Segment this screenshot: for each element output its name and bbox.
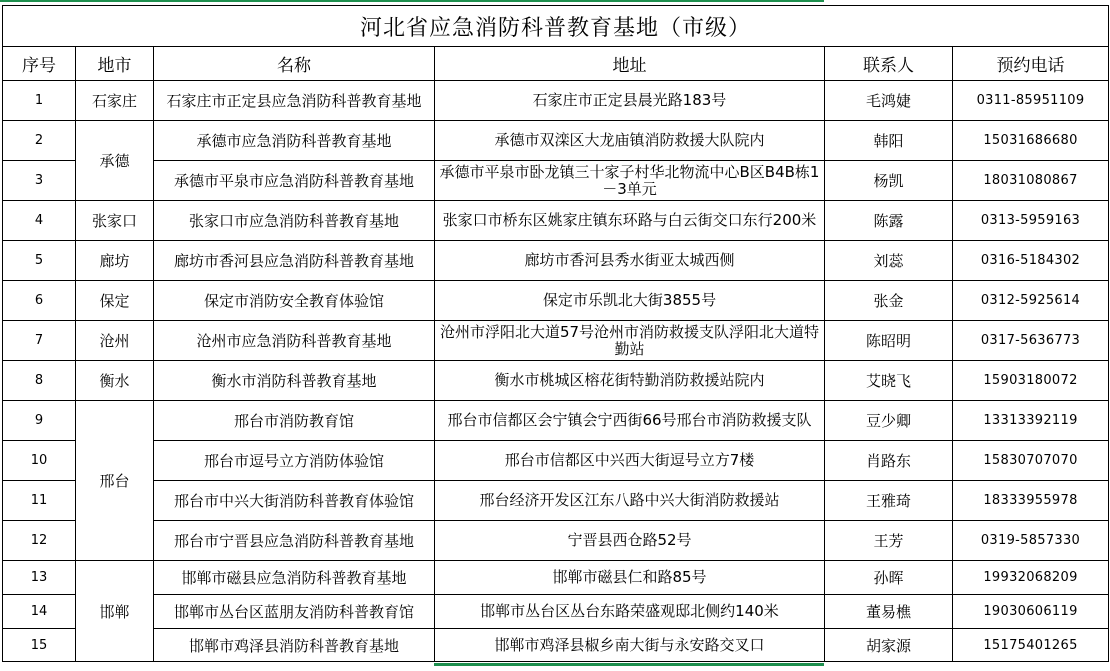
cell-name[interactable]: 廊坊市香河县应急消防科普教育基地 <box>154 241 435 281</box>
cell-address[interactable]: 石家庄市正定县晨光路183号 <box>435 81 825 121</box>
table-row <box>3 521 1109 561</box>
cell-index[interactable]: 13 <box>3 561 76 595</box>
schedule-table <box>2 5 1109 662</box>
cell-phone[interactable]: 0313-5959163 <box>953 201 1109 241</box>
cell-address[interactable]: 廊坊市香河县秀水街亚太城西侧 <box>435 241 825 281</box>
cell-phone[interactable]: 0317-5636773 <box>953 321 1109 361</box>
cell-phone[interactable]: 15830707070 <box>953 441 1109 481</box>
cell-contact[interactable]: 豆少卿 <box>825 401 953 441</box>
header-index[interactable]: 序号 <box>3 47 76 81</box>
cell-index[interactable]: 14 <box>3 595 76 629</box>
cell-address[interactable]: 邯郸市磁县仁和路85号 <box>435 561 825 595</box>
cell-phone[interactable]: 19030606119 <box>953 595 1109 629</box>
cell-index[interactable]: 1 <box>3 81 76 121</box>
table-title[interactable]: 河北省应急消防科普教育基地（市级） <box>3 6 1109 47</box>
cell-index[interactable]: 3 <box>3 161 76 201</box>
table-row <box>3 281 1109 321</box>
cell-index[interactable]: 2 <box>3 121 76 161</box>
header-phone[interactable]: 预约电话 <box>953 47 1109 81</box>
table-row <box>3 161 1109 201</box>
cell-contact[interactable]: 王雅琦 <box>825 481 953 521</box>
cell-address[interactable]: 衡水市桃城区榕花街特勤消防救援站院内 <box>435 361 825 401</box>
cell-contact[interactable]: 韩阳 <box>825 121 953 161</box>
table-row <box>3 441 1109 481</box>
cell-city[interactable]: 衡水 <box>76 361 154 401</box>
cell-contact[interactable]: 张金 <box>825 281 953 321</box>
cell-city[interactable]: 张家口 <box>76 201 154 241</box>
cell-name[interactable]: 保定市消防安全教育体验馆 <box>154 281 435 321</box>
cell-city[interactable]: 廊坊 <box>76 241 154 281</box>
cell-selection-border <box>434 663 824 666</box>
cell-name[interactable]: 邯郸市丛台区蓝朋友消防科普教育馆 <box>154 595 435 629</box>
cell-name[interactable]: 衡水市消防科普教育基地 <box>154 361 435 401</box>
cell-city[interactable]: 沧州 <box>76 321 154 361</box>
cell-contact[interactable]: 陈昭明 <box>825 321 953 361</box>
cell-contact[interactable]: 陈露 <box>825 201 953 241</box>
header-address[interactable]: 地址 <box>435 47 825 81</box>
table-row <box>3 201 1109 241</box>
cell-city[interactable]: 石家庄 <box>76 81 154 121</box>
table-row <box>3 321 1109 361</box>
header-row <box>3 47 1109 81</box>
cell-address[interactable]: 张家口市桥东区姚家庄镇东环路与白云街交口东行200米 <box>435 201 825 241</box>
cell-phone[interactable]: 13313392119 <box>953 401 1109 441</box>
cell-name[interactable]: 承德市应急消防科普教育基地 <box>154 121 435 161</box>
cell-name[interactable]: 沧州市应急消防科普教育基地 <box>154 321 435 361</box>
cell-address[interactable]: 承德市双滦区大龙庙镇消防救援大队院内 <box>435 121 825 161</box>
cell-phone[interactable]: 18333955978 <box>953 481 1109 521</box>
cell-index[interactable]: 12 <box>3 521 76 561</box>
cell-address[interactable]: 邢台市信都区会宁镇会宁西街66号邢台市消防救援支队 <box>435 401 825 441</box>
cell-address[interactable]: 宁晋县西仓路52号 <box>435 521 825 561</box>
cell-index[interactable]: 10 <box>3 441 76 481</box>
cell-contact[interactable]: 艾晓飞 <box>825 361 953 401</box>
cell-index[interactable]: 7 <box>3 321 76 361</box>
cell-name[interactable]: 邢台市宁晋县应急消防科普教育基地 <box>154 521 435 561</box>
header-contact[interactable]: 联系人 <box>825 47 953 81</box>
cell-address[interactable]: 邯郸市丛台区丛台东路荣盛观邸北侧约140米 <box>435 595 825 629</box>
cell-index[interactable]: 4 <box>3 201 76 241</box>
cell-phone[interactable]: 15903180072 <box>953 361 1109 401</box>
cell-index[interactable]: 9 <box>3 401 76 441</box>
table-row <box>3 81 1109 121</box>
cell-phone[interactable]: 0316-5184302 <box>953 241 1109 281</box>
cell-name[interactable]: 张家口市应急消防科普教育基地 <box>154 201 435 241</box>
cell-contact[interactable]: 胡家源 <box>825 629 953 662</box>
cell-name[interactable]: 邢台市消防教育馆 <box>154 401 435 441</box>
cell-address[interactable]: 邢台经济开发区江东八路中兴大街消防救援站 <box>435 481 825 521</box>
cell-city[interactable]: 邢台 <box>76 401 154 561</box>
table-row <box>3 481 1109 521</box>
cell-index[interactable]: 15 <box>3 629 76 662</box>
cell-contact[interactable]: 毛鸿婕 <box>825 81 953 121</box>
cell-phone[interactable]: 19932068209 <box>953 561 1109 595</box>
cell-address[interactable]: 邢台市信都区中兴西大街逗号立方7楼 <box>435 441 825 481</box>
table-row <box>3 121 1109 161</box>
table-row <box>3 561 1109 595</box>
cell-name[interactable]: 邢台市中兴大街消防科普教育体验馆 <box>154 481 435 521</box>
cell-name[interactable]: 邯郸市磁县应急消防科普教育基地 <box>154 561 435 595</box>
cell-name[interactable]: 邢台市逗号立方消防体验馆 <box>154 441 435 481</box>
cell-address[interactable]: 邯郸市鸡泽县椒乡南大街与永安路交叉口 <box>435 629 825 662</box>
cell-contact[interactable]: 刘蕊 <box>825 241 953 281</box>
cell-phone[interactable]: 18031080867 <box>953 161 1109 201</box>
cell-index[interactable]: 5 <box>3 241 76 281</box>
cell-index[interactable]: 8 <box>3 361 76 401</box>
cell-address[interactable]: 保定市乐凯北大街3855号 <box>435 281 825 321</box>
cell-phone[interactable]: 0319-5857330 <box>953 521 1109 561</box>
cell-contact[interactable]: 董易樵 <box>825 595 953 629</box>
cell-phone[interactable]: 15031686680 <box>953 121 1109 161</box>
cell-index[interactable]: 11 <box>3 481 76 521</box>
top-border <box>0 0 824 2</box>
cell-contact[interactable]: 孙晖 <box>825 561 953 595</box>
cell-name[interactable]: 邯郸市鸡泽县消防科普教育基地 <box>154 629 435 662</box>
cell-phone[interactable]: 0311-85951109 <box>953 81 1109 121</box>
cell-phone[interactable]: 15175401265 <box>953 629 1109 662</box>
header-city[interactable]: 地市 <box>76 47 154 81</box>
cell-contact[interactable]: 肖路东 <box>825 441 953 481</box>
cell-city[interactable]: 保定 <box>76 281 154 321</box>
table-row <box>3 401 1109 441</box>
cell-name[interactable]: 承德市平泉市应急消防科普教育基地 <box>154 161 435 201</box>
table-row <box>3 595 1109 629</box>
table-row <box>3 361 1109 401</box>
table-row <box>3 241 1109 281</box>
cell-address[interactable]: 承德市平泉市卧龙镇三十家子村华北物流中心B区B4B栋1－3单元 <box>435 161 825 201</box>
cell-city[interactable]: 承德 <box>76 121 154 201</box>
cell-contact[interactable]: 杨凯 <box>825 161 953 201</box>
header-name[interactable]: 名称 <box>154 47 435 81</box>
cell-name[interactable]: 石家庄市正定县应急消防科普教育基地 <box>154 81 435 121</box>
table-row <box>3 629 1109 662</box>
cell-city[interactable]: 邯郸 <box>76 561 154 662</box>
cell-phone[interactable]: 0312-5925614 <box>953 281 1109 321</box>
cell-contact[interactable]: 王芳 <box>825 521 953 561</box>
cell-index[interactable]: 6 <box>3 281 76 321</box>
cell-address[interactable]: 沧州市浮阳北大道57号沧州市消防救援支队浮阳北大道特勤站 <box>435 321 825 361</box>
